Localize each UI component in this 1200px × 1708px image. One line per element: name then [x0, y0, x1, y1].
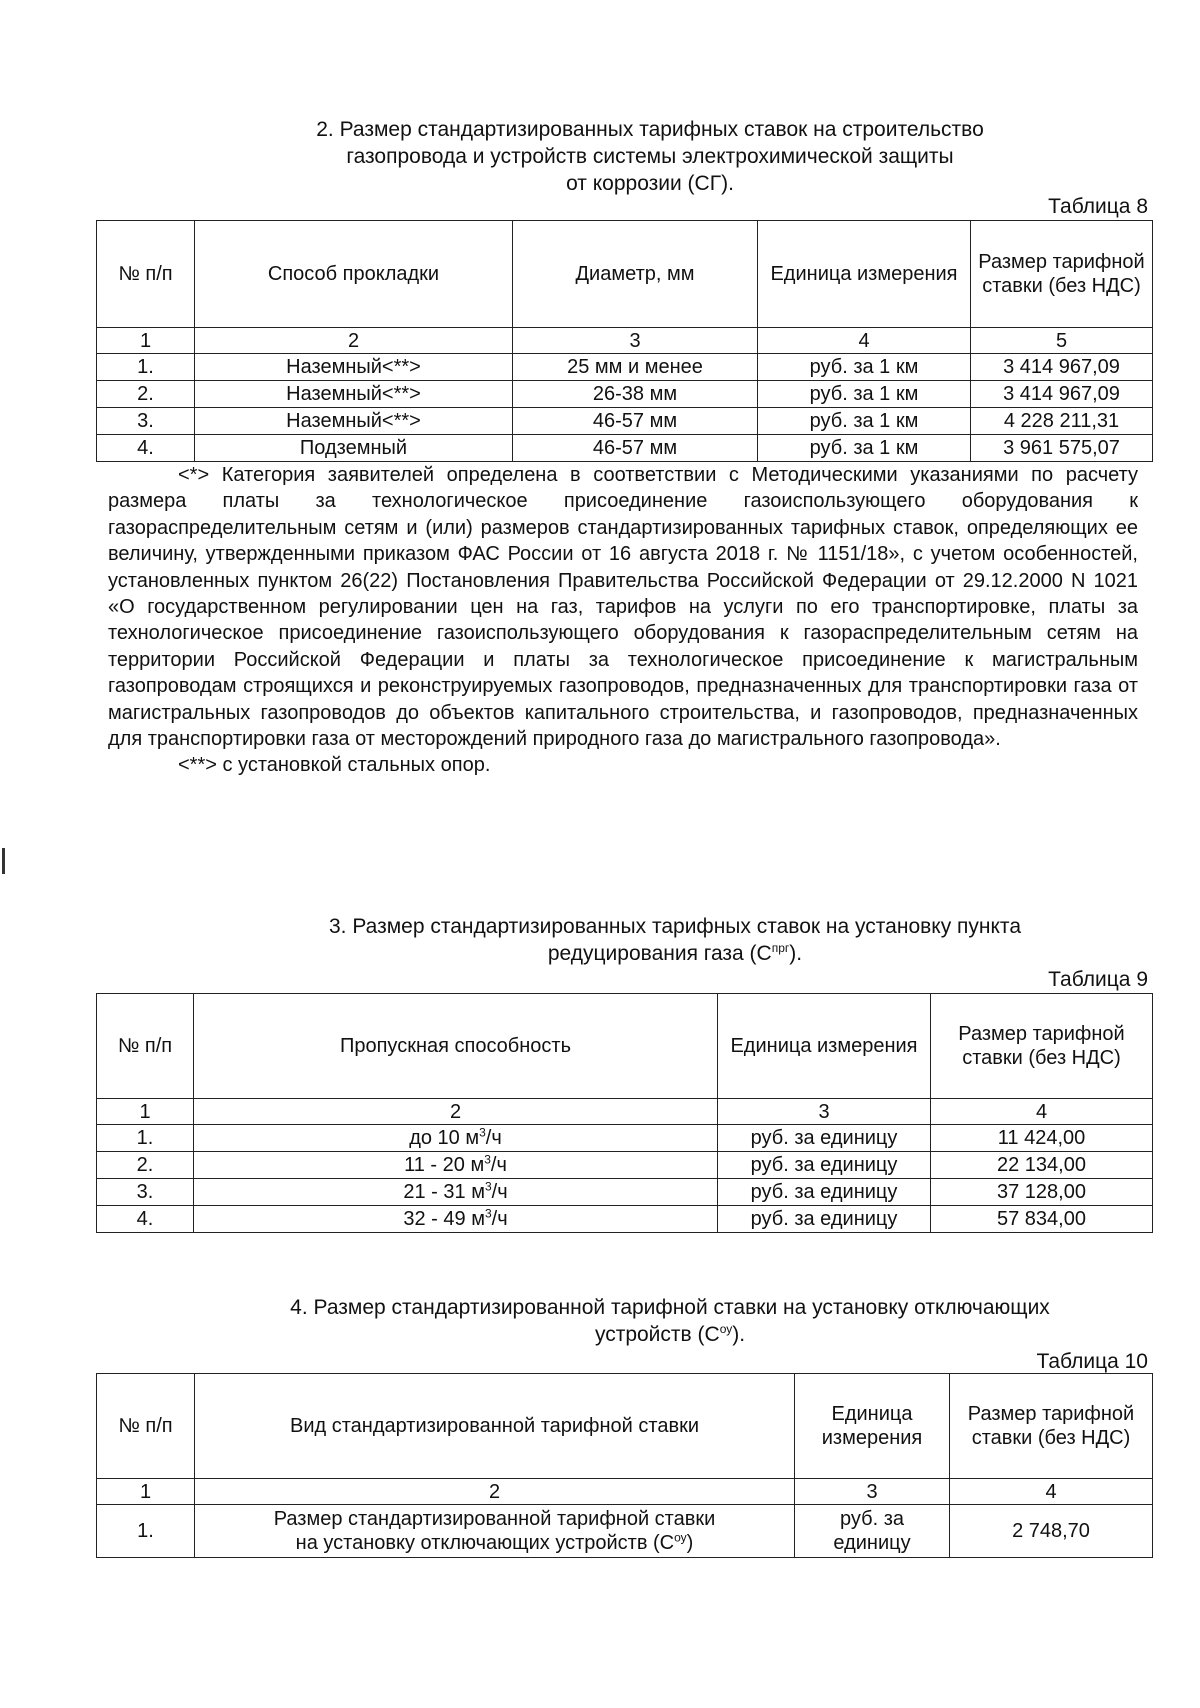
table-row — [97, 408, 1153, 435]
table10-kind-line2-text: на установку отключающих устройств (С — [295, 1532, 675, 1554]
capacity-unit: /ч — [485, 1127, 502, 1149]
table8-cell-rate: 4 228 211,31 — [971, 408, 1153, 435]
table9-cell-rate: 22 134,00 — [931, 1152, 1153, 1179]
table8-cell-unit: руб. за 1 км — [758, 354, 971, 381]
capacity-unit: /ч — [491, 1181, 508, 1203]
table8-label: Таблица 8 — [1048, 195, 1148, 218]
scan-margin-mark — [2, 848, 5, 874]
section3-heading-line2 — [240, 940, 1110, 967]
table8-cell-rate: 3 961 575,07 — [971, 435, 1153, 462]
table10-label: Таблица 10 — [1036, 1350, 1148, 1373]
table9-cell-unit: руб. за единицу — [718, 1179, 931, 1206]
table8-colnum: 4 — [758, 328, 971, 354]
table8-column-number-row — [97, 328, 1153, 354]
capacity-value: 11 - 20 м — [404, 1154, 485, 1176]
table-row — [97, 435, 1153, 462]
table9-cell-number: 4. — [97, 1206, 194, 1233]
table9-header-rate: Размер тарифной ставки (без НДС) — [931, 994, 1153, 1099]
section2-heading-line2: газопровода и устройств системы электрохимической защиты — [346, 145, 954, 168]
table8-colnum: 5 — [971, 328, 1153, 354]
table9-colnum: 3 — [718, 1099, 931, 1125]
table8-colnum: 1 — [97, 328, 195, 354]
table8-header-rate: Размер тарифной ставки (без НДС) — [971, 221, 1153, 328]
table10-header-unit: Единица измерения — [795, 1374, 950, 1479]
table10-column-number-row — [97, 1479, 1153, 1505]
cubic-superscript: 3 — [484, 1206, 492, 1221]
table10-colnum: 1 — [97, 1479, 195, 1505]
table9-cell-capacity — [194, 1125, 718, 1152]
table-row — [97, 1179, 1153, 1206]
table8-cell-unit: руб. за 1 км — [758, 408, 971, 435]
table8-colnum: 3 — [513, 328, 758, 354]
table8-cell-number: 2. — [97, 381, 195, 408]
table9-header-row — [97, 994, 1153, 1099]
footnote-steel-supports: <**> с установкой стальных опор. — [178, 754, 491, 777]
table8-cell-diameter: 46-57 мм — [513, 435, 758, 462]
table9-cell-unit: руб. за единицу — [718, 1206, 931, 1233]
table8-cell-diameter: 26-38 мм — [513, 381, 758, 408]
capacity-unit: /ч — [490, 1154, 507, 1176]
capacity-value: 21 - 31 м — [403, 1181, 485, 1203]
table9-cell-number: 3. — [97, 1179, 194, 1206]
table9-cell-rate: 11 424,00 — [931, 1125, 1153, 1152]
table8-cell-number: 4. — [97, 435, 195, 462]
table-row — [97, 1152, 1153, 1179]
table8-cell-method: Наземный<**> — [195, 381, 513, 408]
cubic-superscript: 3 — [479, 1125, 486, 1140]
table10-kind-superscript: оу — [674, 1530, 687, 1545]
footnotes — [108, 462, 1138, 779]
table8-header-unit: Единица измерения — [758, 221, 971, 328]
table8-cell-unit: руб. за 1 км — [758, 381, 971, 408]
table10-header-row — [97, 1374, 1153, 1479]
table10-colnum: 3 — [795, 1479, 950, 1505]
section4-heading — [200, 1294, 1140, 1348]
table8-cell-rate: 3 414 967,09 — [971, 354, 1153, 381]
table10-colnum: 4 — [950, 1479, 1153, 1505]
table8-cell-number: 1. — [97, 354, 195, 381]
table9-cell-unit: руб. за единицу — [718, 1152, 931, 1179]
capacity-value: 32 - 49 м — [403, 1208, 485, 1230]
table8-cell-method: Подземный — [195, 435, 513, 462]
table9-label: Таблица 9 — [1048, 968, 1148, 991]
table9-header-number: № п/п — [97, 994, 194, 1099]
table8-cell-method: Наземный<**> — [195, 408, 513, 435]
table9-cell-rate: 37 128,00 — [931, 1179, 1153, 1206]
table8-cell-rate: 3 414 967,09 — [971, 381, 1153, 408]
table9-colnum: 2 — [194, 1099, 718, 1125]
table9-cell-capacity — [194, 1206, 718, 1233]
footnote-category: <*> Категория заявителей определена в соответствии с Методическими указаниями по расчету размера платы за технологическое присоединение газоиспользующего оборудования к газораспределительным сетям и (или) размеров стандартизированных тарифных ставок, определяющих ее величину, утвержденными приказом ФАС России от 16 августа 2018 г. № 1151/18», с учетом особенностей, установленных пунктом 26(22) Постановления Правительства Российской Федерации от 29.12.2000 N 1021 «О государственном регулировании цен на газ, тарифов на услуги по его транспортировке, платы за технологическое присоединение газоиспользующего оборудования к газораспределительным сетям на территории Российской Федерации и платы за технологическое присоединение к магистральным газопроводам строящихся и реконструируемых газопроводов, предназначенных для транспортировки газа от магистральных газопроводов до объектов капитального строительства, и газопроводов, предназначенных для транспортировки газа от месторождений природного газа до магистрального газопровода». — [108, 464, 1138, 751]
section4-heading-superscript: оу — [719, 1322, 733, 1336]
table9-column-number-row — [97, 1099, 1153, 1125]
table10-kind-line2 — [199, 1531, 790, 1555]
table9-cell-rate: 57 834,00 — [931, 1206, 1153, 1233]
table-9 — [96, 993, 1153, 1233]
table8-header-number: № п/п — [97, 221, 195, 328]
table8-colnum: 2 — [195, 328, 513, 354]
table8-cell-method: Наземный<**> — [195, 354, 513, 381]
table8-cell-unit: руб. за 1 км — [758, 435, 971, 462]
cubic-superscript: 3 — [484, 1152, 491, 1167]
table10-cell-number: 1. — [97, 1505, 195, 1558]
table10-cell-unit: руб. за единицу — [795, 1505, 950, 1558]
table-10 — [96, 1373, 1153, 1558]
capacity-unit: /ч — [491, 1208, 508, 1230]
table9-cell-number: 2. — [97, 1152, 194, 1179]
section3-heading-superscript: прг — [771, 941, 790, 955]
section3-heading-line2-end: ). — [789, 942, 803, 965]
cubic-superscript: 3 — [484, 1179, 492, 1194]
section2-heading — [200, 116, 1100, 197]
table10-cell-rate: 2 748,70 — [950, 1505, 1153, 1558]
table-row — [97, 1206, 1153, 1233]
table9-colnum: 1 — [97, 1099, 194, 1125]
section2-heading-line1: 2. Размер стандартизированных тарифных ставок на строительство — [316, 118, 984, 141]
table8-header-diameter: Диаметр, мм — [513, 221, 758, 328]
table9-header-unit: Единица измерения — [718, 994, 931, 1099]
table10-header-number: № п/п — [97, 1374, 195, 1479]
section3-heading — [240, 913, 1110, 967]
table9-cell-capacity — [194, 1152, 718, 1179]
capacity-value: до 10 м — [409, 1127, 480, 1149]
table9-header-capacity: Пропускная способность — [194, 994, 718, 1099]
section4-heading-line2-end: ). — [732, 1323, 746, 1346]
table-row — [97, 1505, 1153, 1558]
section4-heading-line1: 4. Размер стандартизированной тарифной ставки на установку отключающих — [290, 1296, 1050, 1319]
table9-colnum: 4 — [931, 1099, 1153, 1125]
table10-kind-line2-end: ) — [686, 1532, 694, 1554]
table9-cell-number: 1. — [97, 1125, 194, 1152]
table10-cell-kind — [195, 1505, 795, 1558]
table10-kind-line1: Размер стандартизированной тарифной ставки — [273, 1508, 716, 1530]
section3-heading-line2-text: редуцирования газа (С — [547, 942, 772, 965]
table-row — [97, 381, 1153, 408]
table8-cell-number: 3. — [97, 408, 195, 435]
table9-cell-unit: руб. за единицу — [718, 1125, 931, 1152]
section4-heading-line2 — [200, 1321, 1140, 1348]
table-8 — [96, 220, 1153, 462]
table8-header-method: Способ прокладки — [195, 221, 513, 328]
table9-cell-capacity — [194, 1179, 718, 1206]
table10-header-kind: Вид стандартизированной тарифной ставки — [195, 1374, 795, 1479]
table10-colnum: 2 — [195, 1479, 795, 1505]
table8-header-row — [97, 221, 1153, 328]
table-row — [97, 354, 1153, 381]
table8-cell-diameter: 25 мм и менее — [513, 354, 758, 381]
table10-header-rate: Размер тарифной ставки (без НДС) — [950, 1374, 1153, 1479]
table-row — [97, 1125, 1153, 1152]
section3-heading-line1: 3. Размер стандартизированных тарифных ставок на установку пункта — [329, 915, 1021, 938]
section4-heading-line2-text: устройств (С — [594, 1323, 720, 1346]
section2-heading-line3: от коррозии (СГ). — [566, 172, 734, 195]
table8-cell-diameter: 46-57 мм — [513, 408, 758, 435]
